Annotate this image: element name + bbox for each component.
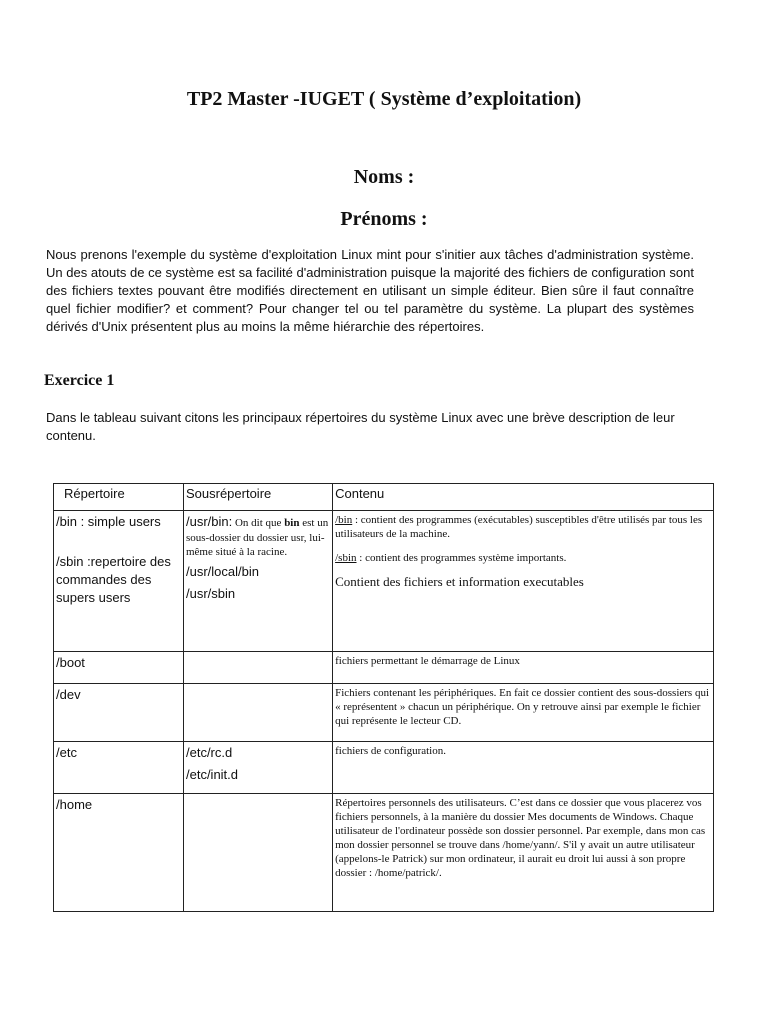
cell-repertoire: /etc <box>54 742 184 794</box>
exercise-title: Exercice 1 <box>44 372 115 389</box>
cell-contenu: Fichiers contenant les périphériques. En fait ce dossier contient des sous-dossiers qui « représentent » chacun un périphérique. On y retrouve ainsi par exemple le fichier qui représente le lecteur CD. <box>333 684 714 742</box>
header-contenu: Contenu <box>333 484 714 511</box>
header-repertoire: Répertoire <box>54 484 184 511</box>
sub-initd: /etc/init.d <box>185 767 239 782</box>
cell-repertoire: /dev <box>54 684 184 742</box>
cell-sousrepertoire <box>183 742 332 794</box>
cell-sousrepertoire <box>183 684 332 742</box>
sub-note-bold: bin <box>284 517 300 529</box>
table-row <box>54 652 714 684</box>
table-row <box>54 794 714 912</box>
table-row <box>54 511 714 652</box>
cell-repertoire <box>54 511 184 652</box>
sub-usrbin: /usr/bin: <box>185 514 233 529</box>
content-sbin-link[interactable]: /sbin <box>335 552 357 564</box>
directories-table <box>53 483 714 912</box>
table-row <box>54 684 714 742</box>
cell-sousrepertoire <box>183 652 332 684</box>
dir-sbin: /sbin :repertoire des commandes des supers users <box>56 554 171 605</box>
sub-note-pre: On dit que <box>234 517 282 529</box>
noms-label: Noms : <box>353 166 415 188</box>
cell-contenu: fichiers permettant le démarrage de Linux <box>333 652 714 684</box>
cell-sousrepertoire <box>183 511 332 652</box>
cell-repertoire: /home <box>54 794 184 912</box>
dir-bin: /bin : simple users <box>56 514 161 529</box>
content-bin: : contient des programmes (exécutables) susceptibles d'être utilisés par tous les utilisateurs de la machine. <box>335 514 703 540</box>
cell-contenu: Répertoires personnels des utilisateurs. C’est dans ce dossier que vous placerez vos fichiers personnels, à la manière du dossier Mes documents de Windows. Chaque utilisateur de l'ordinateur possède son dossier personnel. Par exemple, dans mon cas mon dossier personnel se trouve dans /home/yann/. S'il y avait un autre utilisateur (appelons-le Patrick) sur mon ordinateur, il aurait eu droit lui aussi à son propre dossier : /home/patrick/. <box>333 794 714 912</box>
document-title: TP2 Master -IUGET ( Système d’exploitation) <box>186 88 582 110</box>
table-row <box>54 742 714 794</box>
sub-note-post: est un sous-dossier du dossier usr, lui-même situé à la racine. <box>185 517 329 558</box>
cell-contenu <box>333 511 714 652</box>
cell-repertoire: /boot <box>54 652 184 684</box>
table-header-row <box>54 484 714 511</box>
sub-rcd: /etc/rc.d <box>185 745 233 760</box>
content-exec: Contient des fichiers et information executables <box>335 574 584 589</box>
cell-sousrepertoire <box>183 794 332 912</box>
content-sbin: : contient des programmes système importants. <box>359 552 567 564</box>
exercise-intro: Dans le tableau suivant citons les principaux répertoires du système Linux avec une brève description de leur contenu. <box>46 410 675 443</box>
cell-contenu: fichiers de configuration. <box>333 742 714 794</box>
prenoms-label: Prénoms : <box>340 208 428 230</box>
header-sousrepertoire: Sousrépertoire <box>183 484 332 511</box>
content-bin-link[interactable]: /bin <box>335 514 353 526</box>
sub-local: /usr/local/bin <box>185 564 259 579</box>
sub-usrsbin: /usr/sbin <box>185 586 236 601</box>
intro-paragraph: Nous prenons l'exemple du système d'exploitation Linux mint pour s'initier aux tâches d'administration système. Un des atouts de ce système est sa facilité d'administration puisque la majorité des fichiers de configuration sont des fichiers textes pouvant être modifiés directement en utilisant un simple éditeur. Bien sûre il faut connaître quel fichier modifier? et comment? Pour changer tel ou tel paramètre du système. La plupart des systèmes dérivés d'Unix présentent plus au moins la même hiérarchie des répertoires. <box>46 247 694 334</box>
